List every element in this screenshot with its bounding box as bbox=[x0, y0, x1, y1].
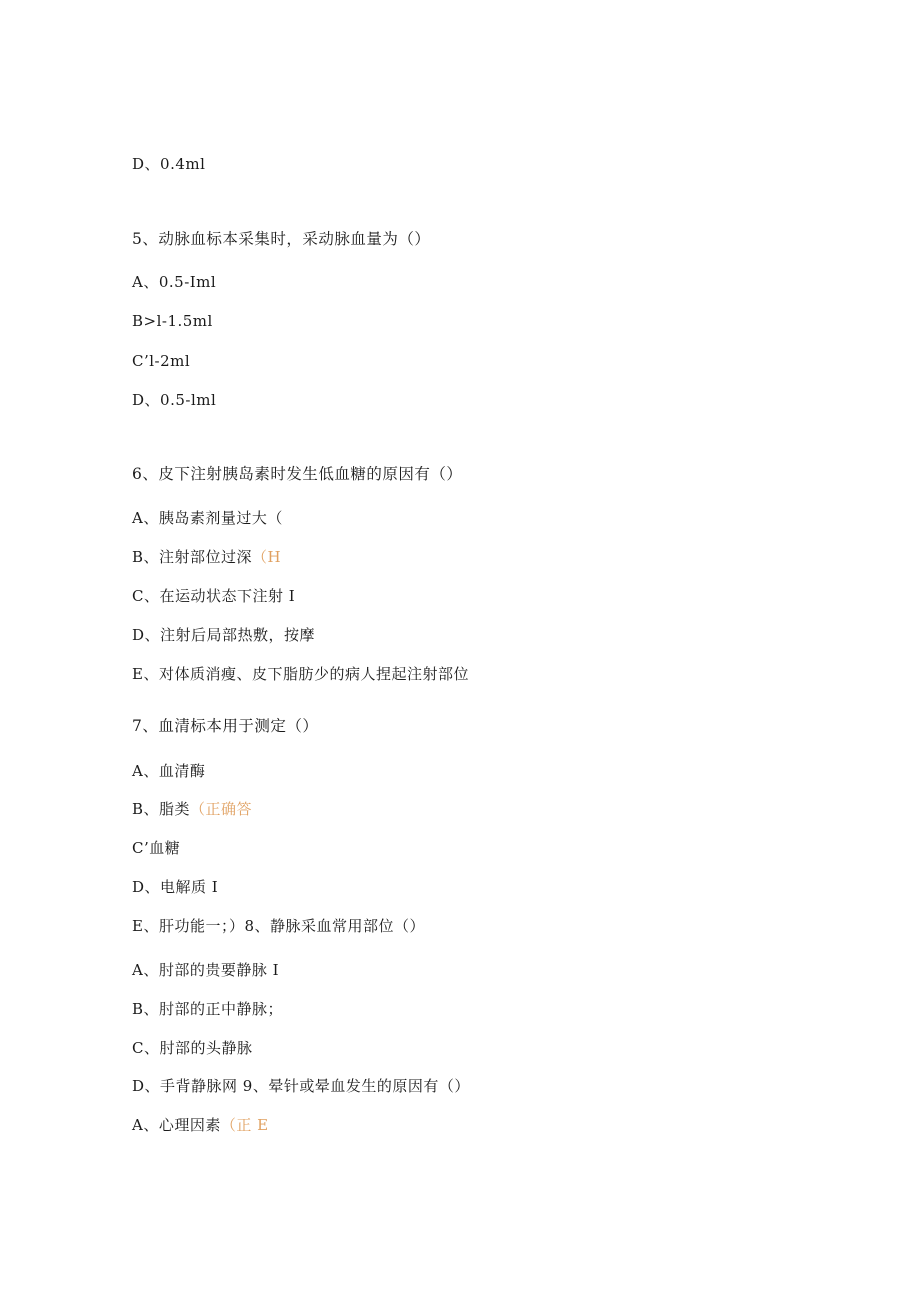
option-line: B、脂类（正确答 bbox=[132, 800, 253, 818]
option-line: D、手背静脉网 9、晕针或晕血发生的原因有（） bbox=[132, 1077, 470, 1095]
option-line: A、0.5-Iml bbox=[132, 273, 217, 291]
option-line: D、0.5-lml bbox=[132, 391, 217, 409]
option-line: C、在运动状态下注射 I bbox=[132, 587, 296, 605]
option-line: C、肘部的头静脉 bbox=[132, 1039, 253, 1057]
option-line: D、0.4ml bbox=[132, 155, 206, 173]
option-line: D、电解质 I bbox=[132, 878, 219, 896]
option-line: A、胰岛素剂量过大（ bbox=[132, 509, 283, 527]
option-line: D、注射后局部热敷，按摩 bbox=[132, 626, 316, 644]
highlighted-answer-fragment: （正确答 bbox=[190, 800, 253, 818]
option-line: A、肘部的贵要静脉 I bbox=[132, 961, 280, 979]
question-line: 6、皮下注射胰岛素时发生低血糖的原因有（） bbox=[132, 465, 463, 483]
option-line: C’血糖 bbox=[132, 839, 181, 857]
highlighted-answer-fragment: （正 E bbox=[220, 1116, 269, 1134]
option-line: E、对体质消瘦、皮下脂肪少的病人捏起注射部位 bbox=[132, 665, 469, 683]
option-line: B、肘部的正中静脉； bbox=[132, 1000, 284, 1018]
option-line: A、心理因素（正 E bbox=[132, 1116, 269, 1134]
option-line: C’l-2ml bbox=[132, 352, 191, 370]
option-line: B、注射部位过深（H bbox=[132, 548, 282, 566]
option-line: B>l-1.5ml bbox=[132, 312, 213, 330]
highlighted-answer-fragment: （H bbox=[252, 548, 282, 566]
question-line: 5、动脉血标本采集时，采动脉血量为（） bbox=[132, 230, 431, 248]
option-line: E、肝功能一；）8、静脉采血常用部位（） bbox=[132, 917, 425, 935]
question-line: 7、血清标本用于测定（） bbox=[132, 717, 319, 735]
option-line: A、血清酶 bbox=[132, 762, 206, 780]
